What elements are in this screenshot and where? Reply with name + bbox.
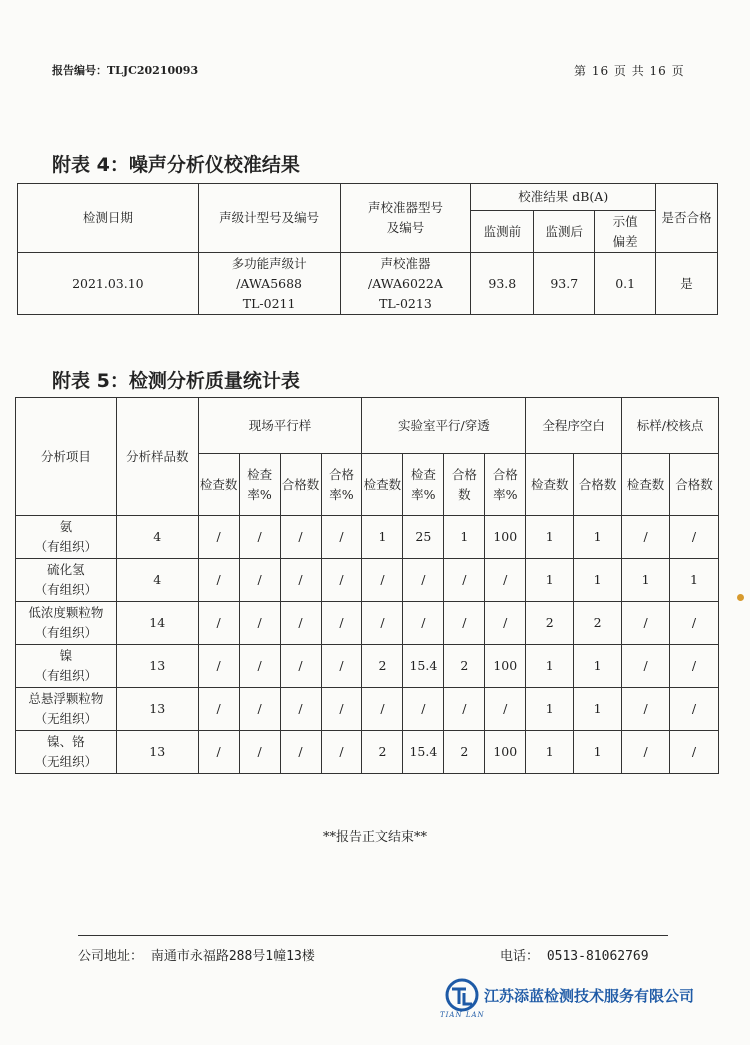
subheader-cell: 合格数 <box>574 454 622 516</box>
stat-cell: / <box>280 559 321 602</box>
stat-cell: / <box>485 559 526 602</box>
stat-cell: / <box>362 602 403 645</box>
page-mark <box>737 594 744 601</box>
subheader-cell: 检查 率% <box>239 454 280 516</box>
stat-cell: / <box>321 602 362 645</box>
stat-cell: / <box>321 731 362 774</box>
header-date: 检测日期 <box>18 184 199 253</box>
stat-cell: / <box>321 559 362 602</box>
subheader-cell: 检查数 <box>198 454 239 516</box>
calibration-table <box>17 183 718 315</box>
header-diff: 示值 偏差 <box>595 211 656 253</box>
report-number: 报告编号：TLJC20210093 <box>52 64 199 77</box>
header-item: 分析项目 <box>16 398 117 516</box>
stat-cell: 1 <box>444 516 485 559</box>
footer-rule <box>78 935 668 936</box>
row-before: 93.8 <box>471 253 534 315</box>
table-row <box>16 559 719 602</box>
quality-stats-table <box>15 397 719 774</box>
stat-cell: 1 <box>526 559 574 602</box>
subheader-cell: 合格 数 <box>444 454 485 516</box>
row-meter: 多功能声级计 /AWA5688 TL-0211 <box>198 253 340 315</box>
stat-cell: 25 <box>403 516 444 559</box>
stat-cell: 1 <box>526 516 574 559</box>
stat-cell: / <box>280 516 321 559</box>
stat-cell: / <box>485 602 526 645</box>
header-before: 监测前 <box>471 211 534 253</box>
analysis-item: 镍 （有组织） <box>16 645 117 688</box>
stat-cell: / <box>198 645 239 688</box>
stat-cell: 15.4 <box>403 645 444 688</box>
header-samples: 分析样品数 <box>116 398 198 516</box>
stat-cell: / <box>362 688 403 731</box>
header-field: 现场平行样 <box>198 398 362 454</box>
stat-cell: / <box>280 688 321 731</box>
stat-cell: 1 <box>574 731 622 774</box>
company-name: 江苏添蓝检测技术服务有限公司 <box>484 987 695 1005</box>
stat-cell: / <box>622 688 670 731</box>
table-row <box>16 688 719 731</box>
table4-title: 附表 4：噪声分析仪校准结果 <box>52 154 300 176</box>
sample-count: 14 <box>116 602 198 645</box>
row-calibrator: 声校准器 /AWA6022A TL-0213 <box>340 253 471 315</box>
header-blank: 全程序空白 <box>526 398 622 454</box>
analysis-item: 氨 （有组织） <box>16 516 117 559</box>
stat-cell: 1 <box>362 516 403 559</box>
stat-cell: 2 <box>444 645 485 688</box>
stat-cell: 1 <box>574 559 622 602</box>
stat-cell: / <box>622 516 670 559</box>
header-std: 标样/校核点 <box>622 398 719 454</box>
company-phone: 电话： 0513-81062769 <box>500 949 649 964</box>
row-pass: 是 <box>656 253 718 315</box>
stat-cell: / <box>670 516 719 559</box>
stat-cell: / <box>239 516 280 559</box>
subheader-cell: 检查数 <box>526 454 574 516</box>
sample-count: 13 <box>116 688 198 731</box>
stat-cell: / <box>280 602 321 645</box>
subheader-cell: 检查 率% <box>403 454 444 516</box>
stat-cell: 100 <box>485 731 526 774</box>
stat-cell: 1 <box>574 516 622 559</box>
subheader-cell: 检查数 <box>622 454 670 516</box>
stat-cell: / <box>670 688 719 731</box>
stat-cell: / <box>444 559 485 602</box>
stat-cell: / <box>198 731 239 774</box>
stat-cell: / <box>198 559 239 602</box>
stat-cell: 1 <box>574 645 622 688</box>
analysis-item: 总悬浮颗粒物 （无组织） <box>16 688 117 731</box>
stat-cell: / <box>239 731 280 774</box>
header-lab: 实验室平行/穿透 <box>362 398 526 454</box>
analysis-item: 低浓度颗粒物 （有组织） <box>16 602 117 645</box>
header-result: 校准结果 dB(A) <box>471 184 656 211</box>
stat-cell: / <box>622 645 670 688</box>
stat-cell: / <box>485 688 526 731</box>
sample-count: 4 <box>116 559 198 602</box>
stat-cell: / <box>280 645 321 688</box>
table5-title: 附表 5：检测分析质量统计表 <box>52 370 300 392</box>
analysis-item: 硫化氢 （有组织） <box>16 559 117 602</box>
logo-text: TIAN LAN <box>440 1011 485 1019</box>
stat-cell: 100 <box>485 516 526 559</box>
stat-cell: 2 <box>362 731 403 774</box>
stat-cell: / <box>670 602 719 645</box>
stat-cell: 100 <box>485 645 526 688</box>
stat-cell: 1 <box>574 688 622 731</box>
stat-cell: / <box>670 731 719 774</box>
stat-cell: / <box>239 688 280 731</box>
table-row <box>16 516 719 559</box>
stat-cell: / <box>280 731 321 774</box>
stat-cell: / <box>198 602 239 645</box>
page-number: 第 16 页 共 16 页 <box>574 64 685 78</box>
subheader-cell: 合格数 <box>280 454 321 516</box>
table-row <box>16 645 719 688</box>
company-logo-icon <box>445 978 479 1012</box>
sample-count: 13 <box>116 731 198 774</box>
row-after: 93.7 <box>534 253 595 315</box>
stat-cell: / <box>670 645 719 688</box>
stat-cell: / <box>362 559 403 602</box>
stat-cell: / <box>239 645 280 688</box>
header-calibrator: 声校准器型号 及编号 <box>340 184 471 253</box>
stat-cell: / <box>321 645 362 688</box>
stat-cell: 2 <box>444 731 485 774</box>
stat-cell: / <box>403 602 444 645</box>
stat-cell: / <box>622 731 670 774</box>
stat-cell: / <box>403 688 444 731</box>
header-after: 监测后 <box>534 211 595 253</box>
analysis-item: 镍、铬 （无组织） <box>16 731 117 774</box>
stat-cell: 2 <box>526 602 574 645</box>
row-date: 2021.03.10 <box>18 253 199 315</box>
stat-cell: / <box>198 516 239 559</box>
stat-cell: / <box>403 559 444 602</box>
stat-cell: 1 <box>526 731 574 774</box>
stat-cell: / <box>444 602 485 645</box>
stat-cell: / <box>444 688 485 731</box>
table-row <box>16 731 719 774</box>
stat-cell: / <box>198 688 239 731</box>
stat-cell: / <box>321 688 362 731</box>
stat-cell: / <box>622 602 670 645</box>
company-address: 公司地址： 南通市永福路288号1幢13楼 <box>78 949 315 964</box>
sample-count: 13 <box>116 645 198 688</box>
row-diff: 0.1 <box>595 253 656 315</box>
stat-cell: / <box>239 559 280 602</box>
end-note: **报告正文结束** <box>322 830 427 845</box>
subheader-cell: 合格 率% <box>485 454 526 516</box>
stat-cell: 1 <box>526 645 574 688</box>
stat-cell: 1 <box>526 688 574 731</box>
stat-cell: 1 <box>670 559 719 602</box>
subheader-cell: 合格 率% <box>321 454 362 516</box>
table-row <box>16 602 719 645</box>
subheader-cell: 检查数 <box>362 454 403 516</box>
stat-cell: 15.4 <box>403 731 444 774</box>
stat-cell: 1 <box>622 559 670 602</box>
subheader-cell: 合格数 <box>670 454 719 516</box>
header-pass: 是否合格 <box>656 184 718 253</box>
sample-count: 4 <box>116 516 198 559</box>
stat-cell: 2 <box>574 602 622 645</box>
stat-cell: / <box>321 516 362 559</box>
header-meter: 声级计型号及编号 <box>198 184 340 253</box>
stat-cell: / <box>239 602 280 645</box>
stat-cell: 2 <box>362 645 403 688</box>
